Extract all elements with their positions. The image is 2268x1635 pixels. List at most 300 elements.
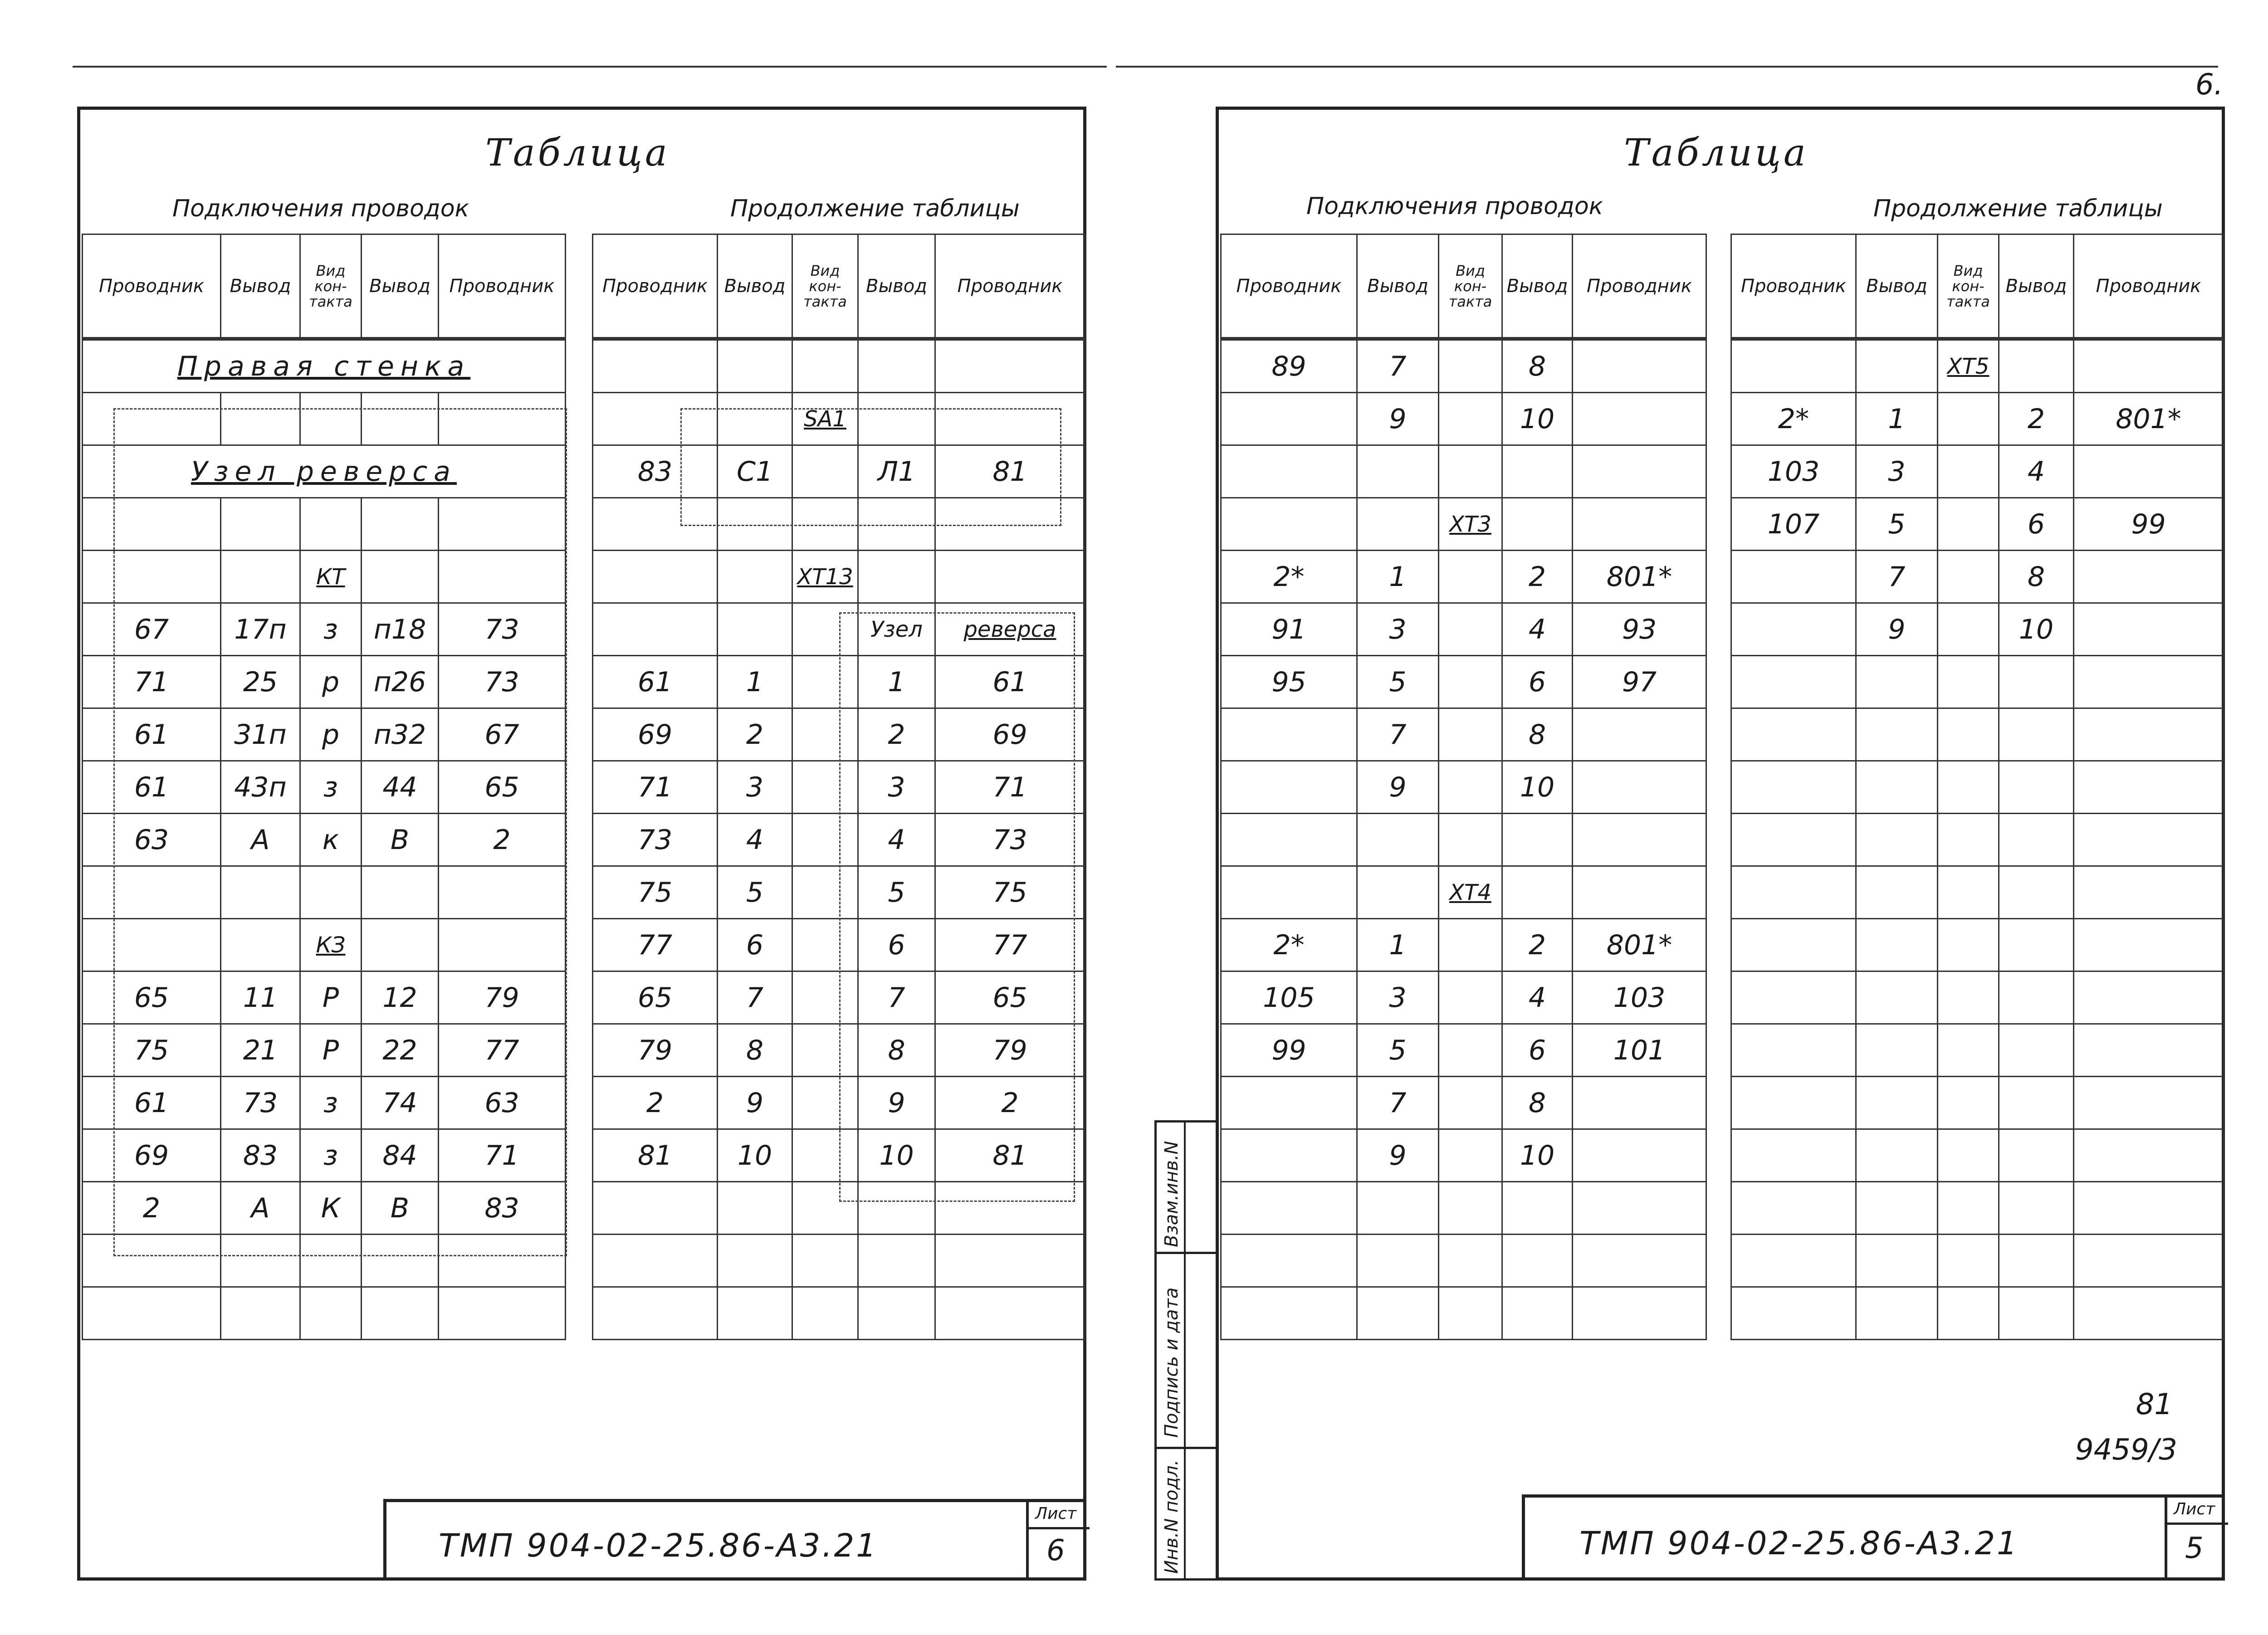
table-cell: 4	[1502, 971, 1573, 1024]
table-cell	[1856, 971, 1938, 1024]
table-cell: з	[300, 1077, 362, 1129]
table-cell: 71	[83, 656, 221, 708]
table-cell: 93	[1573, 603, 1706, 656]
table-cell: 83	[439, 1182, 566, 1235]
table-cell	[1573, 445, 1706, 498]
table-cell	[1938, 498, 1999, 551]
table-cell	[1999, 866, 2074, 919]
table-row	[1731, 1235, 2224, 1287]
column-header: Вывод	[221, 234, 300, 339]
table-cell: 2	[1502, 551, 1573, 603]
table-cell: 61	[83, 761, 221, 814]
table-cell	[1938, 1235, 1999, 1287]
table-row	[1221, 445, 1706, 498]
table-cell: 2	[718, 708, 792, 761]
table-cell	[1221, 761, 1357, 814]
table-cell	[1439, 919, 1502, 971]
side-divider-2	[1154, 1447, 1218, 1449]
table-cell	[858, 1235, 935, 1287]
table-cell: 17п	[221, 603, 300, 656]
table-row	[1221, 919, 1706, 971]
table-cell: 103	[1573, 971, 1706, 1024]
side-label-signature-date: Подпись и дата	[1161, 1287, 1182, 1438]
table-cell: р	[300, 656, 362, 708]
side-divider-v	[1184, 1120, 1186, 1581]
table-cell	[2074, 919, 2224, 971]
table-cell	[2074, 1235, 2224, 1287]
table-cell	[1938, 971, 1999, 1024]
left-sheet-label: Лист	[1035, 1504, 1077, 1523]
table-cell: 11	[221, 971, 300, 1024]
table-cell: 61	[83, 708, 221, 761]
table-cell: 91	[1221, 603, 1357, 656]
table-cell	[1439, 445, 1502, 498]
column-header: Проводник	[1221, 234, 1357, 339]
table-cell	[1439, 971, 1502, 1024]
table-cell	[1999, 1287, 2074, 1340]
table-cell: А	[221, 814, 300, 866]
table-row	[1731, 1182, 2224, 1235]
table-cell: 73	[935, 814, 1085, 866]
table-row	[1731, 1077, 2224, 1129]
table-cell: 10	[1502, 761, 1573, 814]
table-cell	[2074, 1182, 2224, 1235]
table-cell: к	[300, 814, 362, 866]
table-cell: 801*	[1573, 919, 1706, 971]
device-label: КЗ	[300, 919, 362, 971]
table-cell	[221, 1287, 300, 1340]
table-cell	[1856, 1182, 1938, 1235]
table-cell	[1357, 498, 1439, 551]
table-cell: р	[300, 708, 362, 761]
right-sheet-cell-divider	[2165, 1498, 2167, 1577]
table-cell: 10	[858, 1129, 935, 1182]
table-cell	[1731, 708, 1856, 761]
table-cell: 79	[439, 971, 566, 1024]
table-cell: 9	[1357, 761, 1439, 814]
table-cell: 3	[1856, 445, 1938, 498]
table-cell	[1502, 814, 1573, 866]
table-cell	[593, 1182, 718, 1235]
left-drawing-code: ТМП 904-02-25.86-А3.21	[439, 1527, 878, 1564]
left-caption-cont: Продолжение таблицы	[730, 195, 1020, 222]
left-caption-main: Подключения проводок	[172, 195, 469, 222]
table-cell: 8	[1502, 339, 1573, 393]
table-cell: 6	[1502, 1024, 1573, 1077]
table-cell	[1856, 656, 1938, 708]
table-cell: 79	[935, 1024, 1085, 1077]
table-cell: 105	[1221, 971, 1357, 1024]
table-cell: В	[362, 1182, 439, 1235]
table-cell	[1938, 603, 1999, 656]
table-cell: Л1	[858, 445, 935, 498]
table-row	[1731, 551, 2224, 603]
table-cell: 83	[221, 1129, 300, 1182]
table-cell	[593, 551, 718, 603]
column-header: Вид кон- такта	[1439, 234, 1502, 339]
table-cell	[1731, 1129, 1856, 1182]
table-cell: 6	[718, 919, 792, 971]
column-header: Вывод	[1502, 234, 1573, 339]
table-cell: 5	[718, 866, 792, 919]
table-cell: 75	[935, 866, 1085, 919]
column-header: Проводник	[1731, 234, 1856, 339]
table-cell: 21	[221, 1024, 300, 1077]
table-cell	[1731, 971, 1856, 1024]
table-cell: 8	[718, 1024, 792, 1077]
left-sheet-number: 6	[1046, 1534, 1065, 1567]
table-cell	[1439, 656, 1502, 708]
left-dashed-group-frame	[113, 408, 567, 1256]
table-cell	[1731, 603, 1856, 656]
column-header: Вывод	[362, 234, 439, 339]
table-cell: 1	[718, 656, 792, 708]
table-cell: 2	[935, 1077, 1085, 1129]
table-cell: п26	[362, 656, 439, 708]
table-cell	[1221, 498, 1357, 551]
table-cell	[1938, 445, 1999, 498]
right-main-table	[1220, 234, 1707, 1340]
table-cell	[1856, 866, 1938, 919]
table-cell	[1357, 866, 1439, 919]
table-cell	[1573, 708, 1706, 761]
table-cell	[1731, 1287, 1856, 1340]
table-cell: 5	[1856, 498, 1938, 551]
table-cell	[1357, 1287, 1439, 1340]
column-header: Проводник	[1573, 234, 1706, 339]
table-cell: 5	[858, 866, 935, 919]
table-cell	[593, 603, 718, 656]
column-header: Вывод	[1856, 234, 1938, 339]
table-cell	[858, 1287, 935, 1340]
column-header: Проводник	[83, 234, 221, 339]
table-cell: 61	[83, 1077, 221, 1129]
table-cell: 83	[593, 445, 718, 498]
table-cell: 2	[1999, 393, 2074, 445]
table-cell	[792, 339, 858, 393]
table-cell: А	[221, 1182, 300, 1235]
table-cell	[1357, 814, 1439, 866]
table-cell: 63	[83, 814, 221, 866]
table-cell	[1999, 656, 2074, 708]
table-cell: 75	[83, 1024, 221, 1077]
table-cell	[1856, 1287, 1938, 1340]
table-cell: 65	[935, 971, 1085, 1024]
table-cell: 8	[1999, 551, 2074, 603]
table-cell: 4	[718, 814, 792, 866]
table-cell	[1439, 1024, 1502, 1077]
table-cell: 65	[593, 971, 718, 1024]
table-cell	[1221, 1287, 1357, 1340]
table-cell: 61	[935, 656, 1085, 708]
table-cell: 801*	[2074, 393, 2224, 445]
table-row	[1731, 656, 2224, 708]
table-cell: 6	[858, 919, 935, 971]
table-cell	[1357, 1182, 1439, 1235]
table-row	[1221, 393, 1706, 445]
table-cell	[718, 1182, 792, 1235]
table-cell	[1573, 498, 1706, 551]
table-cell	[1221, 393, 1357, 445]
table-cell: 65	[83, 971, 221, 1024]
table-cell: 2*	[1221, 919, 1357, 971]
table-cell: 10	[718, 1129, 792, 1182]
table-cell: 107	[1731, 498, 1856, 551]
table-cell	[935, 551, 1085, 603]
table-row	[1731, 971, 2224, 1024]
table-row	[1221, 1129, 1706, 1182]
table-cell: 2*	[1731, 393, 1856, 445]
table-cell: п32	[362, 708, 439, 761]
table-cell	[2074, 1129, 2224, 1182]
right-continuation-table	[1730, 234, 2224, 1340]
table-row	[1221, 1077, 1706, 1129]
table-cell: 2	[858, 708, 935, 761]
table-cell	[1731, 1182, 1856, 1235]
table-row	[593, 1287, 1085, 1340]
table-cell	[1731, 1024, 1856, 1077]
table-cell	[1856, 1235, 1938, 1287]
table-cell	[1221, 1182, 1357, 1235]
column-header: Проводник	[935, 234, 1085, 339]
table-cell: 81	[935, 445, 1085, 498]
table-cell: 9	[1856, 603, 1938, 656]
table-row	[1221, 971, 1706, 1024]
archive-number-top: 81	[2136, 1388, 2173, 1421]
left-dashed-node-frame	[839, 612, 1075, 1202]
table-cell	[1731, 1235, 1856, 1287]
table-cell	[439, 1287, 566, 1340]
table-cell	[1573, 339, 1706, 393]
table-cell: п18	[362, 603, 439, 656]
table-cell	[1439, 814, 1502, 866]
table-row	[1731, 708, 2224, 761]
table-cell: 9	[858, 1077, 935, 1129]
table-cell: 4	[1502, 603, 1573, 656]
table-cell	[1856, 708, 1938, 761]
table-cell	[2074, 603, 2224, 656]
table-cell: 77	[593, 919, 718, 971]
table-cell	[1573, 1129, 1706, 1182]
table-cell	[1731, 919, 1856, 971]
table-cell	[1938, 656, 1999, 708]
table-cell: 61	[593, 656, 718, 708]
table-row	[1221, 498, 1706, 551]
table-cell	[1856, 1077, 1938, 1129]
table-cell: 7	[1357, 1077, 1439, 1129]
table-cell: з	[300, 761, 362, 814]
table-cell	[1999, 1235, 2074, 1287]
table-cell	[1938, 1077, 1999, 1129]
table-row	[1221, 1024, 1706, 1077]
table-cell: 9	[1357, 393, 1439, 445]
table-cell: Р	[300, 971, 362, 1024]
table-row	[1221, 814, 1706, 866]
node-label: Узел	[858, 603, 935, 656]
table-cell: 65	[439, 761, 566, 814]
table-cell: 71	[439, 1129, 566, 1182]
table-cell	[1502, 1235, 1573, 1287]
table-cell	[1938, 761, 1999, 814]
table-row	[1731, 393, 2224, 445]
table-cell: 69	[83, 1129, 221, 1182]
column-header: Проводник	[2074, 234, 2224, 339]
table-cell: 2	[83, 1182, 221, 1235]
table-cell	[1999, 814, 2074, 866]
table-cell	[1573, 814, 1706, 866]
table-row	[1731, 1129, 2224, 1182]
table-cell: 8	[1502, 1077, 1573, 1129]
table-row	[1731, 498, 2224, 551]
table-cell	[1999, 1182, 2074, 1235]
table-cell: 4	[858, 814, 935, 866]
table-cell	[1221, 1235, 1357, 1287]
table-cell	[1573, 1287, 1706, 1340]
table-cell: 103	[1731, 445, 1856, 498]
table-cell	[1573, 1235, 1706, 1287]
table-cell: 1	[858, 656, 935, 708]
corner-page-number: 6.	[2195, 68, 2224, 102]
table-cell	[1938, 393, 1999, 445]
table-row	[1731, 1024, 2224, 1077]
table-row	[1731, 866, 2224, 919]
table-cell	[1221, 814, 1357, 866]
table-cell: 6	[1502, 656, 1573, 708]
table-cell	[1856, 1129, 1938, 1182]
table-cell: 1	[1357, 551, 1439, 603]
table-cell: К	[300, 1182, 362, 1235]
top-rule	[1116, 66, 2218, 68]
right-caption-cont: Продолжение таблицы	[1873, 195, 2163, 222]
table-cell	[300, 1287, 362, 1340]
table-cell: 67	[83, 603, 221, 656]
left-title-block	[383, 1499, 1086, 1581]
table-cell: 7	[1357, 339, 1439, 393]
table-cell: 1	[1357, 919, 1439, 971]
column-header: Вывод	[858, 234, 935, 339]
device-label: ХТ4	[1439, 866, 1502, 919]
table-row	[593, 1235, 1085, 1287]
table-row	[1221, 1182, 1706, 1235]
table-cell	[2074, 814, 2224, 866]
table-cell: 25	[221, 656, 300, 708]
table-cell: 71	[935, 761, 1085, 814]
table-cell	[593, 1235, 718, 1287]
table-row	[83, 1287, 566, 1340]
column-header: Проводник	[439, 234, 566, 339]
table-cell	[1221, 708, 1357, 761]
table-cell: 2	[593, 1077, 718, 1129]
table-cell: 73	[439, 656, 566, 708]
section-heading: Узел реверса	[83, 445, 566, 498]
table-cell	[1439, 551, 1502, 603]
table-cell	[2074, 656, 2224, 708]
table-cell	[593, 1287, 718, 1340]
table-cell	[1938, 814, 1999, 866]
table-row	[593, 339, 1085, 393]
table-cell	[1999, 761, 2074, 814]
table-cell	[1439, 393, 1502, 445]
table-cell	[792, 1235, 858, 1287]
table-cell: 7	[718, 971, 792, 1024]
table-cell	[83, 1287, 221, 1340]
table-row	[1221, 1235, 1706, 1287]
table-cell	[2074, 1077, 2224, 1129]
table-cell	[1439, 1077, 1502, 1129]
table-cell: 10	[1502, 1129, 1573, 1182]
table-row	[1221, 656, 1706, 708]
table-row	[1731, 339, 2224, 393]
table-cell	[593, 339, 718, 393]
table-cell	[1938, 1129, 1999, 1182]
table-cell: 101	[1573, 1024, 1706, 1077]
table-row	[1221, 1287, 1706, 1340]
table-cell	[1439, 1235, 1502, 1287]
table-cell	[1731, 866, 1856, 919]
table-cell: 81	[935, 1129, 1085, 1182]
table-cell	[1573, 866, 1706, 919]
table-cell	[858, 339, 935, 393]
table-cell: С1	[718, 445, 792, 498]
table-cell	[1221, 866, 1357, 919]
table-cell: 22	[362, 1024, 439, 1077]
table-cell	[1502, 445, 1573, 498]
table-cell	[1439, 1287, 1502, 1340]
table-cell: 77	[439, 1024, 566, 1077]
table-cell	[1731, 814, 1856, 866]
table-cell: 44	[362, 761, 439, 814]
table-cell	[1856, 761, 1938, 814]
table-cell	[718, 339, 792, 393]
table-cell	[1999, 1077, 2074, 1129]
table-cell	[1731, 656, 1856, 708]
table-cell	[1439, 339, 1502, 393]
table-row	[1221, 603, 1706, 656]
table-cell: 75	[593, 866, 718, 919]
table-row	[1731, 761, 2224, 814]
right-sheet-number: 5	[2185, 1532, 2204, 1565]
table-cell: 67	[439, 708, 566, 761]
table-cell	[1856, 339, 1938, 393]
table-cell: 3	[1357, 603, 1439, 656]
table-cell	[1999, 708, 2074, 761]
column-header: Проводник	[593, 234, 718, 339]
table-cell	[858, 551, 935, 603]
device-label: ХТ3	[1439, 498, 1502, 551]
side-label-replacement-inv: Взам.инв.N	[1161, 1141, 1182, 1247]
table-cell: 73	[593, 814, 718, 866]
table-cell	[1999, 1024, 2074, 1077]
table-row	[1221, 708, 1706, 761]
table-cell	[1856, 814, 1938, 866]
table-cell: 84	[362, 1129, 439, 1182]
table-row	[83, 339, 566, 393]
table-cell: 89	[1221, 339, 1357, 393]
table-cell	[1357, 445, 1439, 498]
table-cell: В	[362, 814, 439, 866]
table-cell: 12	[362, 971, 439, 1024]
table-cell: 69	[593, 708, 718, 761]
table-cell: 1	[1856, 393, 1938, 445]
table-cell: 6	[1999, 498, 2074, 551]
table-cell	[1731, 551, 1856, 603]
table-cell	[935, 339, 1085, 393]
table-cell: 3	[1357, 971, 1439, 1024]
table-row	[1731, 603, 2224, 656]
node-label: реверса	[935, 603, 1085, 656]
table-cell: 5	[1357, 1024, 1439, 1077]
column-header: Вид кон- такта	[1938, 234, 1999, 339]
